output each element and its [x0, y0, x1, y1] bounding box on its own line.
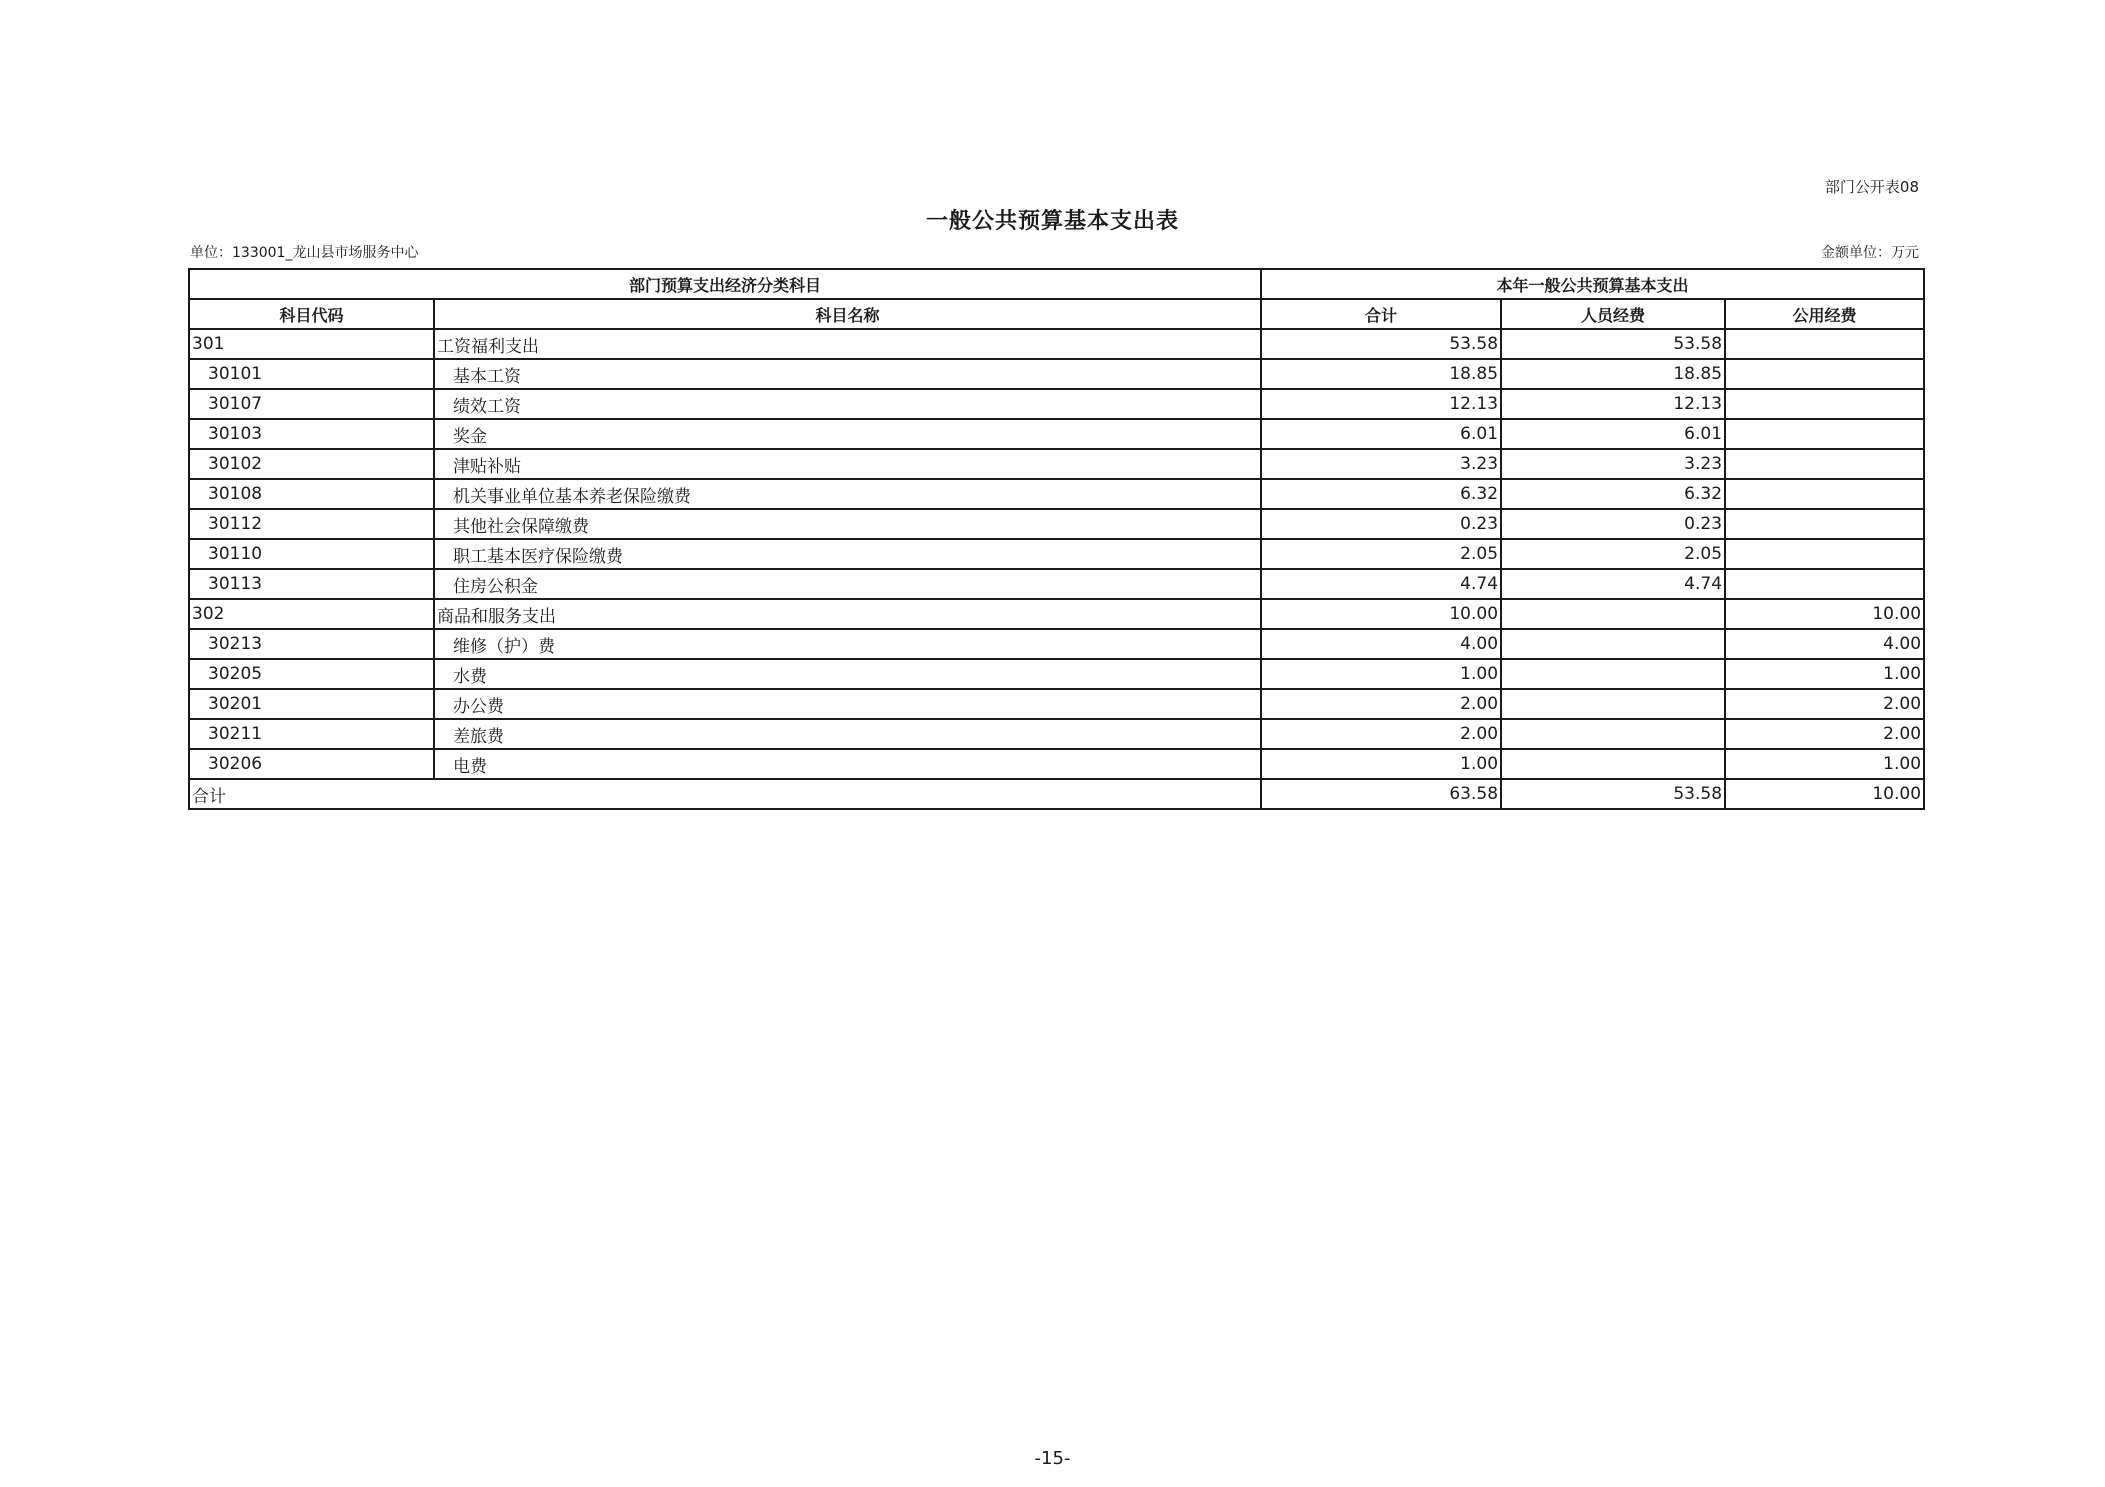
personnel-cell [1501, 599, 1725, 629]
personnel-cell: 0.23 [1501, 509, 1725, 539]
subject-name-cell: 津贴补贴 [434, 449, 1261, 479]
subject-code-cell: 30112 [189, 509, 434, 539]
form-code-label: 部门公开表08 [1824, 178, 1919, 196]
public-cell [1725, 449, 1924, 479]
personnel-cell [1501, 749, 1725, 779]
total-cell: 3.23 [1261, 449, 1501, 479]
table-row [189, 629, 1924, 659]
table-row [189, 449, 1924, 479]
subject-name-cell: 电费 [434, 749, 1261, 779]
subject-name-cell: 办公费 [434, 689, 1261, 719]
personnel-cell [1501, 659, 1725, 689]
grand-total-personnel-cell: 53.58 [1501, 779, 1725, 809]
personnel-cell: 6.01 [1501, 419, 1725, 449]
column-header-total: 合计 [1261, 299, 1501, 329]
personnel-cell: 4.74 [1501, 569, 1725, 599]
total-cell: 2.00 [1261, 719, 1501, 749]
column-header-row [189, 299, 1924, 329]
page-title: 一般公共预算基本支出表 [925, 209, 1179, 234]
table-row [189, 689, 1924, 719]
subject-name-cell: 基本工资 [434, 359, 1261, 389]
column-header-code: 科目代码 [189, 299, 434, 329]
table-row [189, 599, 1924, 629]
table-row [189, 749, 1924, 779]
subject-name-cell: 奖金 [434, 419, 1261, 449]
budget-expenditure-table [188, 268, 1925, 810]
column-header-public: 公用经费 [1725, 299, 1924, 329]
personnel-cell: 53.58 [1501, 329, 1725, 359]
page-number: -15- [1034, 1448, 1071, 1469]
public-cell: 10.00 [1725, 599, 1924, 629]
amount-unit-label: 金额单位：万元 [1821, 245, 1919, 261]
subject-code-cell: 302 [189, 599, 434, 629]
table-row [189, 659, 1924, 689]
table-row [189, 719, 1924, 749]
public-cell: 2.00 [1725, 689, 1924, 719]
table-row [189, 419, 1924, 449]
subject-name-cell: 差旅费 [434, 719, 1261, 749]
subject-code-cell: 30110 [189, 539, 434, 569]
subject-name-cell: 职工基本医疗保险缴费 [434, 539, 1261, 569]
public-cell [1725, 359, 1924, 389]
total-cell: 4.00 [1261, 629, 1501, 659]
subject-name-cell: 其他社会保障缴费 [434, 509, 1261, 539]
total-cell: 2.00 [1261, 689, 1501, 719]
subject-code-cell: 30101 [189, 359, 434, 389]
subject-code-cell: 30107 [189, 389, 434, 419]
personnel-cell: 12.13 [1501, 389, 1725, 419]
table-row [189, 389, 1924, 419]
subject-name-cell: 绩效工资 [434, 389, 1261, 419]
total-cell: 6.32 [1261, 479, 1501, 509]
table-row [189, 479, 1924, 509]
public-cell: 4.00 [1725, 629, 1924, 659]
personnel-cell: 6.32 [1501, 479, 1725, 509]
group-header-row [189, 269, 1924, 299]
public-cell [1725, 509, 1924, 539]
public-cell: 2.00 [1725, 719, 1924, 749]
column-header-name: 科目名称 [434, 299, 1261, 329]
personnel-cell [1501, 689, 1725, 719]
table-row [189, 539, 1924, 569]
total-cell: 12.13 [1261, 389, 1501, 419]
personnel-cell [1501, 629, 1725, 659]
personnel-cell: 3.23 [1501, 449, 1725, 479]
total-cell: 1.00 [1261, 659, 1501, 689]
subject-code-cell: 30211 [189, 719, 434, 749]
table-row [189, 359, 1924, 389]
subject-name-cell: 维修（护）费 [434, 629, 1261, 659]
subject-name-cell: 住房公积金 [434, 569, 1261, 599]
total-cell: 1.00 [1261, 749, 1501, 779]
public-cell [1725, 479, 1924, 509]
public-cell [1725, 419, 1924, 449]
subject-code-cell: 30108 [189, 479, 434, 509]
public-cell: 1.00 [1725, 659, 1924, 689]
personnel-cell: 18.85 [1501, 359, 1725, 389]
subject-code-cell: 30113 [189, 569, 434, 599]
expenditure-group-header: 本年一般公共预算基本支出 [1261, 269, 1924, 299]
subject-name-cell: 商品和服务支出 [434, 599, 1261, 629]
total-cell: 0.23 [1261, 509, 1501, 539]
reporting-unit-label: 单位：133001_龙山县市场服务中心 [190, 245, 419, 261]
total-cell: 6.01 [1261, 419, 1501, 449]
personnel-cell [1501, 719, 1725, 749]
table-row [189, 509, 1924, 539]
subject-code-cell: 30213 [189, 629, 434, 659]
personnel-cell: 2.05 [1501, 539, 1725, 569]
public-cell: 1.00 [1725, 749, 1924, 779]
public-cell [1725, 389, 1924, 419]
total-cell: 2.05 [1261, 539, 1501, 569]
table-row [189, 569, 1924, 599]
total-cell: 53.58 [1261, 329, 1501, 359]
total-cell: 18.85 [1261, 359, 1501, 389]
subject-code-cell: 30103 [189, 419, 434, 449]
grand-total-label: 合计 [189, 779, 1261, 809]
public-cell [1725, 329, 1924, 359]
total-cell: 4.74 [1261, 569, 1501, 599]
subject-code-cell: 30102 [189, 449, 434, 479]
subject-code-cell: 301 [189, 329, 434, 359]
grand-total-public-cell: 10.00 [1725, 779, 1924, 809]
subject-code-cell: 30201 [189, 689, 434, 719]
subject-code-cell: 30206 [189, 749, 434, 779]
subject-name-cell: 机关事业单位基本养老保险缴费 [434, 479, 1261, 509]
public-cell [1725, 539, 1924, 569]
subject-code-cell: 30205 [189, 659, 434, 689]
total-cell: 10.00 [1261, 599, 1501, 629]
table-row [189, 329, 1924, 359]
public-cell [1725, 569, 1924, 599]
column-header-personnel: 人员经费 [1501, 299, 1725, 329]
subject-name-cell: 工资福利支出 [434, 329, 1261, 359]
econ-category-group-header: 部门预算支出经济分类科目 [189, 269, 1261, 299]
grand-total-cell: 63.58 [1261, 779, 1501, 809]
subject-name-cell: 水费 [434, 659, 1261, 689]
grand-total-row [189, 779, 1924, 809]
